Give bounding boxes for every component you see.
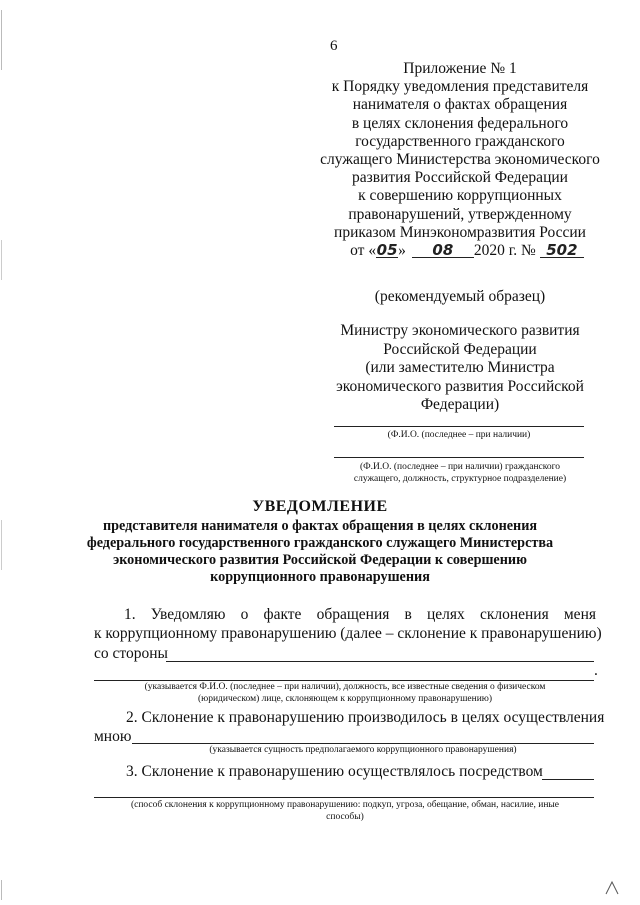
item1-word: склонения xyxy=(479,606,549,623)
item3-line1: 3. Склонение к правонарушению осуществлялось посредством xyxy=(126,763,543,780)
item3-fill-line-2 xyxy=(94,797,594,798)
date-prefix: от « xyxy=(350,242,377,260)
item1-word: обращения xyxy=(316,606,390,623)
item1-word: целях xyxy=(427,606,465,623)
item3-caption-line: (способ склонения к коррупционному правонарушению: подкуп, угроза, обещание, обман, насилие, иные xyxy=(130,800,560,810)
appendix-line: к Порядку уведомления представителя xyxy=(331,78,589,96)
date-mid: » xyxy=(398,242,406,260)
sender-caption xyxy=(320,461,600,485)
document-title: УВЕДОМЛЕНИЕ xyxy=(252,498,388,515)
sender-line xyxy=(334,457,584,458)
subtitle-line: коррупционного правонарушения xyxy=(210,569,430,585)
appendix-line: приказом Минэкономразвития России xyxy=(334,223,586,241)
recipient-line: Министру экономического развития xyxy=(340,322,580,339)
appendix-line: правонарушений, утвержденному xyxy=(348,205,572,223)
item1-word: о xyxy=(240,606,249,623)
item2-caption: (указывается сущность предполагаемого коррупционного правонарушения) xyxy=(209,745,517,755)
fio-caption: (Ф.И.О. (последнее – при наличии) xyxy=(387,430,531,440)
item2-line2: мною xyxy=(94,728,132,745)
appendix-line: в целях склонения федерального xyxy=(351,114,569,132)
order-number: 502 xyxy=(540,243,584,258)
appendix-line: нанимателя о фактах обращения xyxy=(352,96,568,114)
item1-caption-line: (юридическом) лице, склоняющем к коррупционному правонарушению) xyxy=(197,694,493,704)
handwritten-mark xyxy=(604,880,620,896)
item1-word: меня xyxy=(563,606,596,623)
appendix-line: государственного гражданского xyxy=(355,132,565,150)
recipient-line: экономического развития Российской xyxy=(336,377,584,395)
appendix-line: развития Российской Федерации xyxy=(352,169,568,187)
item1-word: 1. xyxy=(124,606,136,623)
fio-line xyxy=(334,426,584,427)
subtitle-line: представителя нанимателя о фактах обращения в целях склонения xyxy=(102,518,538,534)
item1-dot: . xyxy=(594,662,598,679)
sample-label: (рекомендуемый образец) xyxy=(374,288,546,305)
item1-caption-line: (указывается Ф.И.О. (последнее – при наличии), должность, все известные сведения о физическом xyxy=(144,682,546,692)
date-year: 2020 г. № xyxy=(473,242,536,260)
item1-caption xyxy=(90,681,600,705)
date-day: 05 xyxy=(376,241,398,260)
item1-line3: со стороны xyxy=(94,645,168,662)
appendix-line: служащего Министерства экономического xyxy=(320,151,600,169)
item1-word: Уведомляю xyxy=(150,606,226,623)
page-number: 6 xyxy=(330,38,338,54)
appendix-line: к совершению коррупционных xyxy=(358,187,562,205)
sender-caption-line: (Ф.И.О. (последнее – при наличии) гражданского xyxy=(359,462,561,472)
subtitle-line: экономического развития Российской Федерации к совершению xyxy=(113,552,527,568)
item1-word: в xyxy=(404,606,412,623)
appendix-line: Приложение № 1 xyxy=(403,60,517,77)
recipient-line: Российской Федерации xyxy=(383,340,537,358)
scan-edge-marks xyxy=(0,0,4,905)
recipient-block xyxy=(300,322,620,415)
order-date-line xyxy=(300,242,620,260)
item3-caption-line: способы) xyxy=(326,812,364,822)
item1-line2: к коррупционному правонарушению (далее – склонение к правонарушению) xyxy=(94,625,602,642)
item1-line1 xyxy=(124,606,596,624)
item1-fill-line xyxy=(166,661,594,662)
document-subtitle xyxy=(40,518,600,586)
item3-fill-line xyxy=(542,779,594,780)
subtitle-line: федерального государственного гражданского служащего Министерства xyxy=(86,535,554,551)
appendix-header xyxy=(300,60,620,260)
item3-caption xyxy=(90,799,600,823)
recipient-line: Федерации) xyxy=(420,396,500,413)
item2-line1: 2. Склонение к правонарушению производилось в целях осуществления xyxy=(126,709,605,726)
date-month: 08 xyxy=(412,243,474,258)
recipient-line: (или заместителю Министра xyxy=(365,359,555,376)
item1-word: факте xyxy=(263,606,302,623)
sender-caption-line: служащего, должность, структурное подразделение) xyxy=(353,474,567,484)
